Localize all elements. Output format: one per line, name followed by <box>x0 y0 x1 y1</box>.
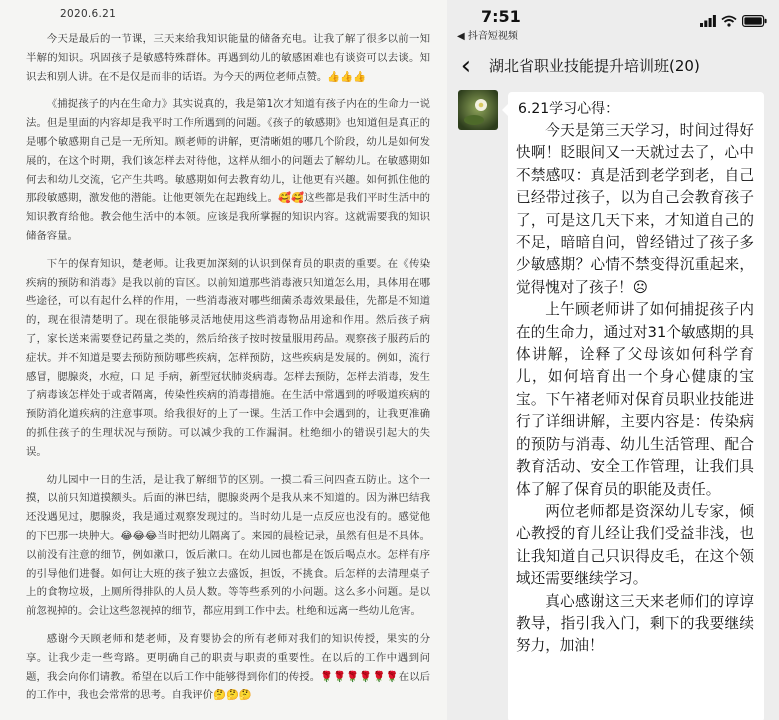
document-paragraph-5: 感谢今天顾老师和楚老师，及育婴协会的所有老师对我们的知识传授，果实的分享。让我少走一些弯路。更明确自己的职责与职责的重要性。在以后的工作中遇到问题，我会向你们请教。希望在以后工作中能够得到你们的传授。🌹🌹🌹🌹🌹🌹在以后的工作中，我也会常常的思考。自我评价🤔🤔🤔 <box>26 632 430 702</box>
message-paragraph-4: 真心感谢这三天来老师们的谆谆教导，指引我入门，剩下的我要继续努力，加油！ <box>516 592 754 655</box>
sender-avatar[interactable] <box>458 90 498 130</box>
message-paragraph-1: 今天是第三天学习，时间过得好快啊！眨眼间又一天就过去了，心中不禁感叹：真是活到老学到老，自己已经带过孩子，以为自己会教育孩子了，可是这几天下来，才知道自己的不足，暗暗自问，曾经错过了孩子多少敏感期？心情不禁变得沉重起来，觉得愧对了孩子！☹ <box>516 122 754 296</box>
document-date: 2020.6.21 <box>60 8 117 20</box>
back-button[interactable]: ‹ <box>460 51 472 81</box>
document-paragraph-1: 今天是最后的一节课，三天来给我知识能量的储备充电。让我了解了很多以前一知半解的知识。巩固孩子是敏感特殊群体。再遇到幼儿的敏感困难也有谈资可以去谈。知识去和别人讲。在不是仅是而非的话语。为今天的两位老师点赞。👍👍👍 <box>26 33 430 83</box>
chat-header <box>447 44 779 88</box>
back-to-app-link[interactable]: ◀ 抖音短视频 <box>457 31 518 42</box>
wifi-icon <box>721 15 737 27</box>
signal-icon <box>700 15 716 27</box>
status-icons <box>700 10 767 24</box>
status-bar <box>447 0 779 40</box>
status-time: 7:51 <box>481 7 521 26</box>
message-paragraph-2: 上午顾老师讲了如何捕捉孩子内在的生命力，通过对31个敏感期的具体讲解，诠释了父母该如何科学育儿，如何培育出一个身心健康的宝宝。下午褚老师对保育员职业技能进行了详细讲解，主要内容是：传染病的预防与消毒、幼儿生活管理、配合教育活动、安全工作管理，让我们具体了解了保育员的职能及责任。 <box>516 301 754 498</box>
message-paragraph-3: 两位老师都是资深幼儿专家，倾心教授的育儿经让我们受益非浅，也让我知道自己只识得皮毛，在这个领域还需要继续学习。 <box>516 502 754 588</box>
document-paragraph-4: 幼儿园中一日的生活，是让我了解细节的区别。一摸二看三问四查五防止。这个一摸，以前只知道摸额头。后面的淋巴结，腮腺炎两个是我从来不知道的。因为淋巴结我还没遇见过，腮腺炎，我是通过观察发现过的。当时幼儿是一点反应也没有的。感觉他的下巴那一块肿大。😂😂😂当时把幼儿隔离了。来园的晨检记录，虽然有但是不具体。以前没有注意的细节，例如漱口，饭后漱口。在幼儿园也都是在饭后喝点水。怎样有序的引导他们进餐。如何让大班的孩子独立去盛饭，担饭，不挑食。后怎样的去清理桌子上的食物垃圾，上厕所得排队的人员人数。等等些系列的小问题。这么多小问题。是以前忽视掉的。会让这些忽视掉的细节，都应用到工作中去。杜绝和远离一些幼儿危害。 <box>26 473 430 618</box>
document-paragraph-2: 《捕捉孩子的内在生命力》其实说真的，我是第1次才知道有孩子内在的生命力一说法。但是里面的内容却是我平时工作所遇到的问题。《孩子的敏感期》也知道但是真正的是哪个敏感期自己是一无所知。顾老师的讲解，更清晰姐的哪几个阶段，幼儿是如何发展的，在这个时期，我们该怎样去对待他，这样从细小的问题去了解幼儿。在敏感期如何去和幼儿交流，它产生共鸣。敏感期如何去教育幼儿，让他更有兴趣。如何抓住他的那段敏感期，激发他的潜能。让他更领先在起跑线上。🥰🥰这些都是我们平时生活中的知识教育给他。教会他生活中的本领。应该是我所掌握的知识内容。这就需要我的知识储备容量。 <box>26 98 430 242</box>
document-paragraph-3: 下午的保育知识，楚老师。让我更加深刻的认识到保育员的职责的重要。在《传染疾病的预防和消毒》是我以前的盲区。以前知道那些消毒液只知道怎么用，具体用在哪些途径，可以有起什么样的作用，一些消毒液对哪些细菌杀毒效果最佳，先都是不知道的，现在很清楚明了。现在很能够灵活地使用这些消毒物品用途和作用。然后孩子病了，家长送来需要登记药量之类的，然后给孩子按时按量服用药品。观察孩子服药后的症状。并不知道是要去预防预防哪些疾病，怎样预防，这些疾病是发展的。例如，流行感冒，腮腺炎，水痘，口 足 手病，新型冠状肺炎病毒。怎样去预防，怎样去消毒，发生了病毒该怎样处于或者隔离，传染性疾病的消毒措施。在生活中常遇到的呼吸道疾病的预防消化道疾病的注意事项。给我很好的上了一课。生活工作中会遇到的，让我更准确的抓住孩子的生理状况与预防。可以减少我的工作漏洞。杜绝细小的错误引起大的失误。 <box>26 257 430 458</box>
message-heading: 6.21学习心得： <box>518 101 620 117</box>
message-body <box>516 120 754 658</box>
document-body <box>26 30 430 714</box>
battery-icon <box>742 15 767 27</box>
flower-avatar-icon <box>458 90 498 130</box>
chat-area <box>447 88 779 720</box>
message-bubble[interactable] <box>508 92 764 720</box>
group-chat-title: 湖北省职业技能提升培训班(20) <box>489 57 700 75</box>
phone-chat-screenshot <box>447 0 779 720</box>
